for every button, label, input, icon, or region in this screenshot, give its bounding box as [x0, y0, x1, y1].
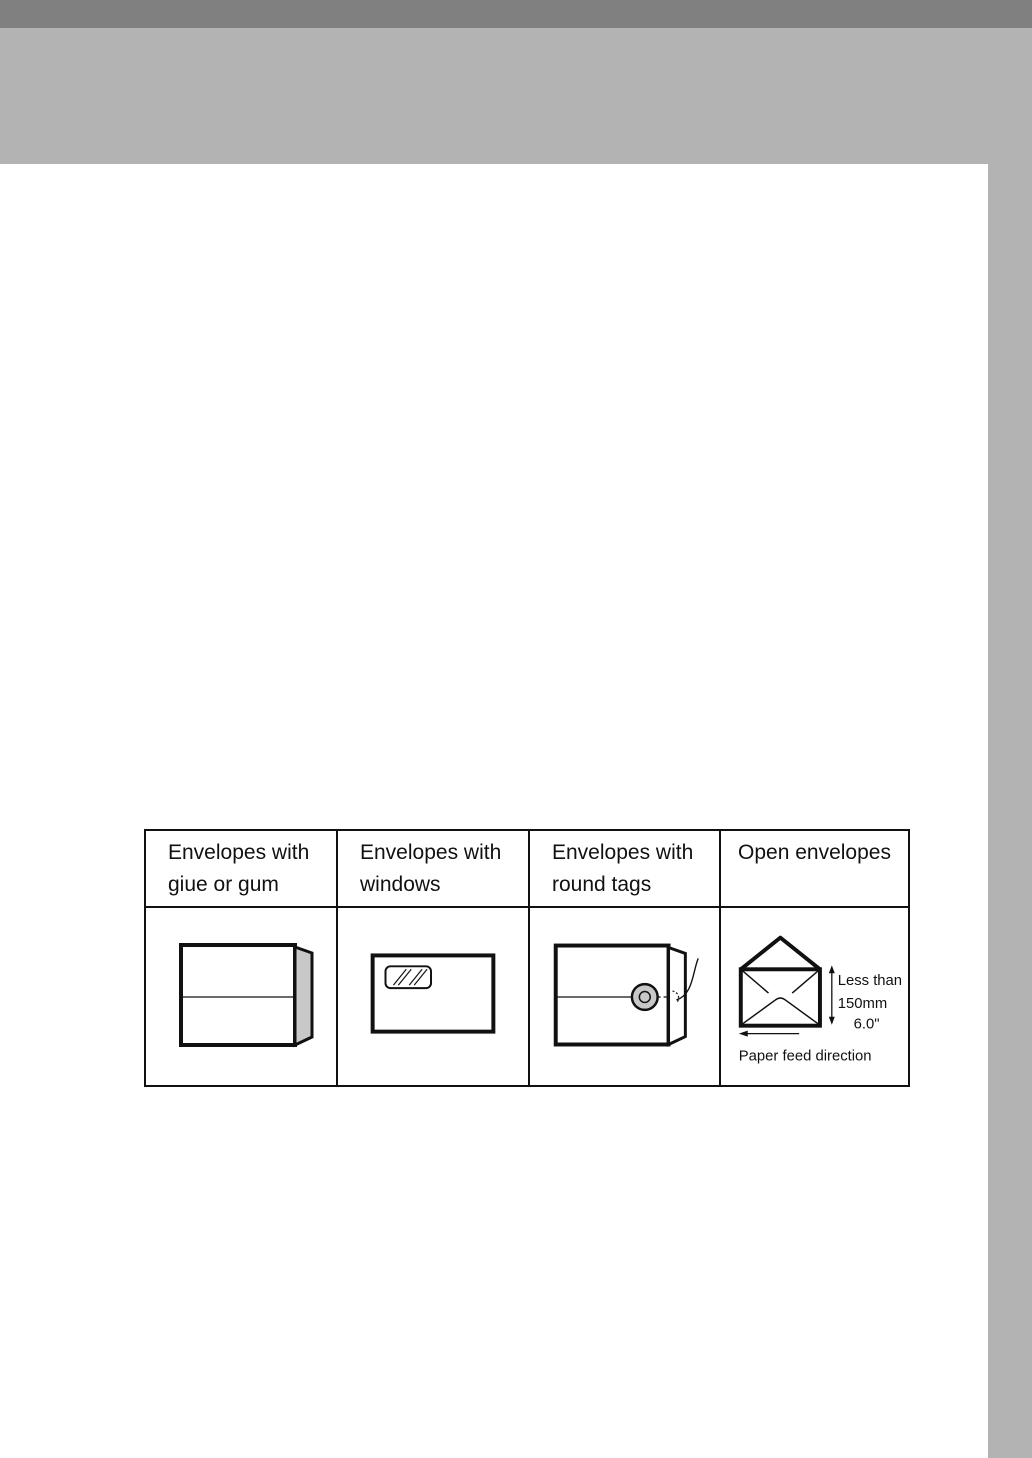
size-label-less-than: Less than — [837, 973, 903, 990]
tagged-envelope-icon — [530, 908, 719, 1085]
table-column-tags — [528, 831, 719, 1085]
header-band-dark — [0, 0, 1032, 28]
paper-feed-label: Paper feed direction — [738, 1048, 872, 1065]
table-column-open — [719, 831, 908, 1085]
table-column-window — [336, 831, 528, 1085]
header-line-1: Envelopes with — [168, 841, 310, 864]
chapter-side-tab — [988, 164, 1032, 1458]
header-line-2: round tags — [552, 873, 652, 896]
size-label-mm: 150mm — [837, 995, 888, 1012]
column-header — [338, 831, 528, 908]
size-label-inch: 6.0" — [853, 1016, 880, 1033]
column-header — [721, 831, 908, 908]
header-line-1: Open envelopes — [738, 841, 891, 864]
table-column-glue — [146, 831, 336, 1085]
header-line-2: windows — [360, 873, 441, 896]
header-line-2: giue or gum — [168, 873, 279, 896]
header-line-1: Envelopes with — [552, 841, 694, 864]
column-header — [530, 831, 719, 908]
header-line-1: Envelopes with — [360, 841, 502, 864]
header-band-light — [0, 28, 1032, 164]
unsuitable-envelopes-table — [144, 829, 910, 1087]
column-header — [146, 831, 336, 908]
open-envelope-icon — [721, 908, 908, 1085]
window-envelope-icon — [338, 908, 528, 1085]
glued-envelope-icon — [146, 908, 336, 1085]
